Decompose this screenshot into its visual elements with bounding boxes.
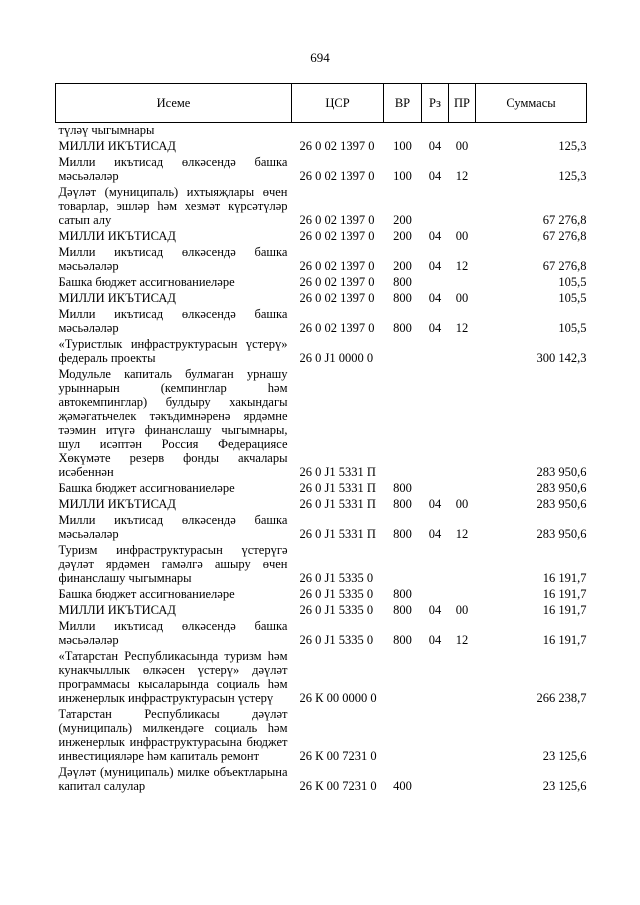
table-row xyxy=(56,480,587,496)
row-vr xyxy=(384,366,422,480)
table-row xyxy=(56,154,587,184)
row-sum: 283 950,6 xyxy=(536,465,587,479)
row-csr: 26 0 02 1397 0 xyxy=(299,229,375,243)
row-rz xyxy=(422,480,449,496)
row-rz xyxy=(422,648,449,706)
row-sum: 16 191,7 xyxy=(542,633,587,647)
row-csr: 26 0 J1 5331 П xyxy=(299,497,376,511)
row-pr: 00 xyxy=(455,139,469,153)
row-name: «Татарстан Республикасында туризм һәм кунакчыллык өлкәсен үстерү» дәүләт программасы кысаларында социаль һәм инженерлык инфраструктурасын үстерү xyxy=(58,649,288,705)
row-sum: 67 276,8 xyxy=(542,229,587,243)
table-row xyxy=(56,184,587,228)
table-row xyxy=(56,602,587,618)
row-csr: 26 0 02 1397 0 xyxy=(299,275,375,289)
row-rz xyxy=(422,764,449,794)
row-rz xyxy=(422,542,449,586)
table-row xyxy=(56,336,587,366)
row-csr: 26 0 J1 5335 0 xyxy=(299,571,374,585)
row-sum: 300 142,3 xyxy=(536,351,587,365)
row-vr xyxy=(384,123,422,139)
row-vr: 200 xyxy=(393,229,412,243)
row-rz xyxy=(422,184,449,228)
row-csr: 26 0 02 1397 0 xyxy=(299,139,375,153)
table-row xyxy=(56,648,587,706)
table-header-row xyxy=(56,84,587,123)
header-name: Исеме xyxy=(56,84,292,123)
row-name: МИЛЛИ ИКЪТИСАД xyxy=(58,291,176,305)
row-sum: 16 191,7 xyxy=(542,571,587,585)
table-row xyxy=(56,512,587,542)
row-sum xyxy=(476,123,587,139)
row-name: Милли икътисад өлкәсендә башка мәсьәләләр xyxy=(58,155,288,183)
row-rz: 04 xyxy=(428,633,442,647)
row-rz xyxy=(422,336,449,366)
row-vr: 800 xyxy=(393,633,412,647)
row-rz: 04 xyxy=(428,321,442,335)
row-vr xyxy=(384,648,422,706)
row-pr: 00 xyxy=(455,229,469,243)
page-number: 694 xyxy=(310,50,330,65)
table-row xyxy=(56,138,587,154)
row-pr xyxy=(449,764,476,794)
header-sum: Суммасы xyxy=(476,84,587,123)
row-rz: 04 xyxy=(428,603,442,617)
row-rz: 04 xyxy=(428,229,442,243)
row-sum: 67 276,8 xyxy=(542,213,587,227)
row-name: Дәүләт (муниципаль) милке объектларына капитал салулар xyxy=(58,765,288,793)
table-row xyxy=(56,496,587,512)
row-name: Татарстан Республикасы дәүләт (муниципаль) милкендәге социаль һәм инженерлык инфраструктурасына бюджет инвестицияләре һәм капиталь ремонт xyxy=(58,707,288,763)
table-row xyxy=(56,706,587,764)
row-name: Милли икътисад өлкәсендә башка мәсьәләләр xyxy=(58,513,288,541)
row-vr: 200 xyxy=(393,213,412,227)
row-csr: 26 0 02 1397 0 xyxy=(299,169,375,183)
row-pr: 12 xyxy=(455,633,469,647)
row-vr xyxy=(384,706,422,764)
row-rz xyxy=(422,706,449,764)
row-rz: 04 xyxy=(428,169,442,183)
header-rz: Рз xyxy=(422,84,449,123)
row-name: Модульле капиталь булмаган урнашу урыннарын (кемпинглар һәм автокемпинглар) булдыру хакындагы җәмәгатьчелек тәкъдимнәренә ярдәмне тәэмин итүгә финанслашу чыгымнары, шул исәптән Россия Федерациясе Хөкүмәте резерв фонды акчалары исәбеннән xyxy=(58,367,288,479)
row-csr: 26 0 J1 5331 П xyxy=(299,481,376,495)
row-sum: 125,3 xyxy=(558,139,587,153)
row-csr: 26 0 J1 5335 0 xyxy=(299,633,374,647)
row-name: Башка бюджет ассигнованиеләре xyxy=(58,587,235,601)
row-sum: 16 191,7 xyxy=(542,587,587,601)
table-row xyxy=(56,306,587,336)
row-csr: 26 0 J1 5335 0 xyxy=(299,603,374,617)
row-csr: 26 0 02 1397 0 xyxy=(299,291,375,305)
row-vr xyxy=(384,336,422,366)
row-rz: 04 xyxy=(428,527,442,541)
row-pr: 00 xyxy=(455,603,469,617)
row-rz xyxy=(422,366,449,480)
header-vr: ВР xyxy=(384,84,422,123)
row-sum: 16 191,7 xyxy=(542,603,587,617)
row-pr xyxy=(449,184,476,228)
row-csr xyxy=(292,123,384,139)
table-body xyxy=(56,123,587,795)
row-name: МИЛЛИ ИКЪТИСАД xyxy=(58,497,176,511)
row-sum: 105,5 xyxy=(558,291,587,305)
row-rz xyxy=(422,274,449,290)
table-row xyxy=(56,274,587,290)
row-rz xyxy=(422,123,449,139)
row-vr: 800 xyxy=(393,497,412,511)
row-csr: 26 0 02 1397 0 xyxy=(299,321,375,335)
row-name: Милли икътисад өлкәсендә башка мәсьәләләр xyxy=(58,245,288,273)
table-row xyxy=(56,123,587,139)
row-csr: 26 0 02 1397 0 xyxy=(299,259,375,273)
row-rz xyxy=(422,586,449,602)
row-name: Милли икътисад өлкәсендә башка мәсьәләләр xyxy=(58,619,288,647)
row-pr xyxy=(449,542,476,586)
table-row xyxy=(56,244,587,274)
row-pr xyxy=(449,336,476,366)
table-row xyxy=(56,618,587,648)
row-vr: 800 xyxy=(393,527,412,541)
row-name: МИЛЛИ ИКЪТИСАД xyxy=(58,603,176,617)
row-csr: 26 0 J1 5335 0 xyxy=(299,587,374,601)
row-sum: 283 950,6 xyxy=(536,497,587,511)
row-pr: 00 xyxy=(455,497,469,511)
row-vr: 800 xyxy=(393,321,412,335)
row-sum: 23 125,6 xyxy=(542,749,587,763)
row-pr xyxy=(449,366,476,480)
row-name: түләү чыгымнары xyxy=(58,123,155,137)
budget-table xyxy=(55,83,587,794)
row-name: Башка бюджет ассигнованиеләре xyxy=(58,275,235,289)
row-pr xyxy=(449,706,476,764)
row-sum: 125,3 xyxy=(558,169,587,183)
row-pr xyxy=(449,586,476,602)
row-csr: 26 0 J1 5331 П xyxy=(299,527,376,541)
row-vr: 800 xyxy=(393,603,412,617)
table-row xyxy=(56,764,587,794)
row-csr: 26 0 02 1397 0 xyxy=(299,213,375,227)
row-pr xyxy=(449,123,476,139)
row-vr: 800 xyxy=(393,481,412,495)
row-rz: 04 xyxy=(428,291,442,305)
row-sum: 105,5 xyxy=(558,321,587,335)
row-sum: 266 238,7 xyxy=(536,691,587,705)
row-rz: 04 xyxy=(428,139,442,153)
row-rz: 04 xyxy=(428,259,442,273)
table-row xyxy=(56,542,587,586)
row-rz: 04 xyxy=(428,497,442,511)
row-pr xyxy=(449,274,476,290)
row-sum: 283 950,6 xyxy=(536,481,587,495)
row-vr: 100 xyxy=(393,169,412,183)
row-name: «Туристлык инфраструктурасын үстерү» федераль проекты xyxy=(58,337,288,365)
row-name: Дәүләт (муниципаль) ихтыяҗлары өчен товарлар, эшләр һәм хезмәт күрсәтүләр сатып алу xyxy=(58,185,288,227)
row-vr: 100 xyxy=(393,139,412,153)
row-name: Башка бюджет ассигнованиеләре xyxy=(58,481,235,495)
row-vr: 800 xyxy=(393,291,412,305)
row-pr: 12 xyxy=(455,169,469,183)
row-csr: 26 0 J1 5331 П xyxy=(299,465,376,479)
header-pr: ПР xyxy=(449,84,476,123)
row-name: МИЛЛИ ИКЪТИСАД xyxy=(58,139,176,153)
row-pr: 00 xyxy=(455,291,469,305)
row-name: МИЛЛИ ИКЪТИСАД xyxy=(58,229,176,243)
table-row xyxy=(56,586,587,602)
row-sum: 283 950,6 xyxy=(536,527,587,541)
header-csr: ЦСР xyxy=(292,84,384,123)
row-vr: 800 xyxy=(393,275,412,289)
row-vr: 400 xyxy=(393,779,412,793)
table-row xyxy=(56,290,587,306)
row-vr: 200 xyxy=(393,259,412,273)
row-name: Туризм инфраструктурасын үстерүгә дәүләт ярдәмен гамәлгә ашыру өчен финанслашу чыгымнары xyxy=(58,543,288,585)
row-csr: 26 К 00 7231 0 xyxy=(299,779,377,793)
row-vr: 800 xyxy=(393,587,412,601)
row-csr: 26 0 J1 0000 0 xyxy=(299,351,374,365)
row-csr: 26 К 00 0000 0 xyxy=(299,691,377,705)
row-pr: 12 xyxy=(455,321,469,335)
row-name: Милли икътисад өлкәсендә башка мәсьәләләр xyxy=(58,307,288,335)
row-pr: 12 xyxy=(455,527,469,541)
row-sum: 105,5 xyxy=(558,275,587,289)
row-pr xyxy=(449,648,476,706)
row-vr xyxy=(384,542,422,586)
row-pr: 12 xyxy=(455,259,469,273)
row-sum: 23 125,6 xyxy=(542,779,587,793)
table-row xyxy=(56,228,587,244)
row-sum: 67 276,8 xyxy=(542,259,587,273)
row-pr xyxy=(449,480,476,496)
row-csr: 26 К 00 7231 0 xyxy=(299,749,377,763)
table-row xyxy=(56,366,587,480)
